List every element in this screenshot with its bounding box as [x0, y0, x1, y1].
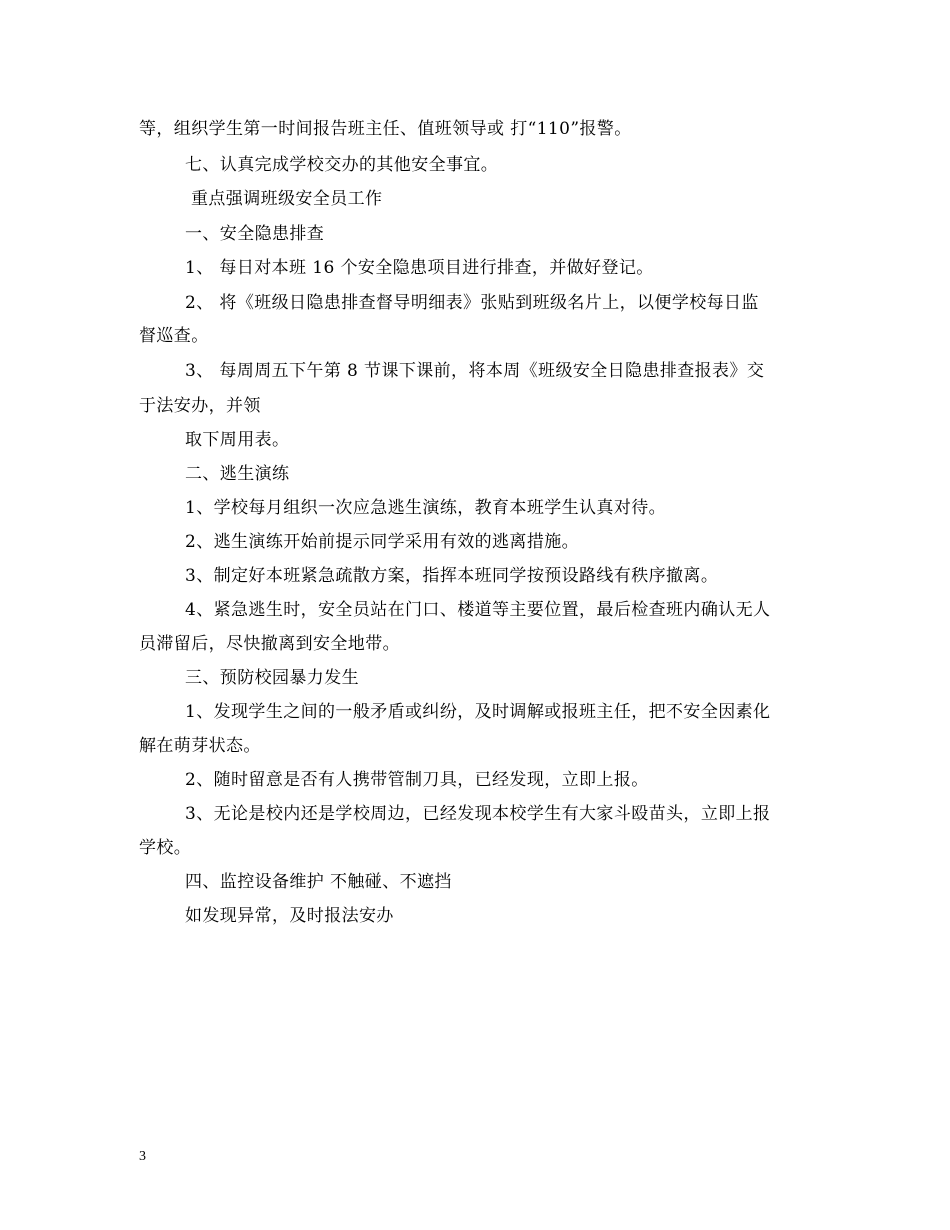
hazard-item-2: 2、 将《班级日隐患排查督导明细表》张贴到班级名片上，以便学校每日监: [185, 293, 759, 313]
section-heading-safety-officer: 重点强调班级安全员工作: [191, 189, 383, 209]
violence-item-2: 2、随时留意是否有人携带管制刀具，已经发现，立即上报。: [185, 770, 649, 790]
drill-item-1: 1、学校每月组织一次应急逃生演练，教育本班学生认真对待。: [185, 498, 667, 518]
drill-item-2: 2、逃生演练开始前提示同学采用有效的逃离措施。: [185, 532, 580, 552]
page-number: 3: [139, 1149, 146, 1164]
item-seven: 七、认真完成学校交办的其他安全事宜。: [185, 155, 499, 175]
drill-item-4: 4、紧急逃生时，安全员站在门口、楼道等主要位置，最后检查班内确认无人: [185, 600, 771, 620]
text-line-continuation: 等，组织学生第一时间报告班主任、值班领导或 打“110”报警。: [139, 119, 632, 139]
drill-item-4-cont: 员滞留后，尽快撤离到安全地带。: [139, 634, 400, 654]
heading-evacuation-drill: 二、逃生演练: [185, 464, 290, 484]
hazard-item-3: 3、 每周周五下午第 8 节课下课前，将本周《班级安全日隐患排查报表》交: [185, 361, 765, 381]
hazard-item-3-cont: 于法安办，并领: [139, 396, 261, 416]
heading-monitoring-equipment: 四、监控设备维护 不触碰、不遮挡: [185, 872, 452, 892]
heading-violence-prevention: 三、预防校园暴力发生: [185, 668, 359, 688]
drill-item-3: 3、制定好本班紧急疏散方案，指挥本班同学按预设路线有秩序撤离。: [185, 566, 719, 586]
heading-hazard-inspection: 一、安全隐患排查: [185, 224, 325, 244]
violence-item-3: 3、无论是校内还是学校周边，已经发现本校学生有大家斗殴苗头，立即上报: [185, 804, 771, 824]
hazard-item-2-cont: 督巡查。: [139, 326, 209, 346]
hazard-item-3-cont2: 取下周用表。: [185, 430, 290, 450]
violence-item-3-cont: 学校。: [139, 838, 192, 858]
violence-item-1-cont: 解在萌芽状态。: [139, 736, 261, 756]
hazard-item-1: 1、 每日对本班 16 个安全隐患项目进行排查，并做好登记。: [185, 258, 654, 278]
monitoring-note: 如发现异常，及时报法安办: [185, 906, 394, 926]
violence-item-1: 1、发现学生之间的一般矛盾或纠纷，及时调解或报班主任，把不安全因素化: [185, 702, 771, 722]
